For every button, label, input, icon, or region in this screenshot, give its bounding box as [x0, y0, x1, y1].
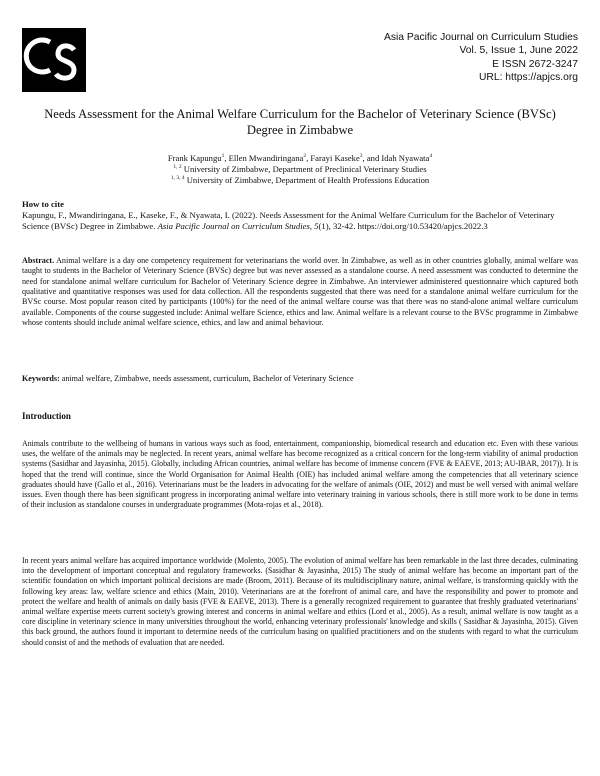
abstract-text: Animal welfare is a day one competency requirement for veterinarians the world over. In Zimbabwe, as well as in other countries globally, animal welfare was taught to students in the Bachelor of Veterinary Science (BVSc) degree but was never assessed as a standalone course. A need assessment was conducted to determine the need for standalone animal welfare curriculum for Bachelor of Veterinary Science degree in Zimbabwe. An interviewer administered questionnaire which captured both qualitative and quantitative responses was used for data collection. All the respondents suggested that there was need for a standalone animal welfare curriculum for the BVSc course. Most popular reason cited by participants (100%) for the need of the animal welfare course was that there was no stand-alone animal welfare curriculum available. Components of the course suggested include: Animal welfare Science, ethics and law. Animal welfare is a relevant course to the BVSc programme in Zimbabwe whose contents should include animal welfare science, ethics, and law and animal behaviour.	[22, 256, 578, 328]
author-names: Frank Kapungu$^1$, Ellen Mwandiringana$^2$, Farayi Kaseke$^3$, and Idah Nyawata$^4$	[167, 153, 433, 163]
author-name: Frank Kapungu	[167, 153, 222, 163]
keywords-label: Keywords:	[22, 374, 60, 383]
author-sup: 3	[359, 153, 363, 160]
author-sup: 4	[429, 153, 433, 160]
abstract-label: Abstract.	[22, 256, 55, 265]
cs-logo-mark	[22, 28, 86, 92]
cite-heading: How to cite	[22, 199, 64, 209]
journal-issue: Vol. 5, Issue 1, June 2022	[459, 45, 578, 57]
journal-eissn: E ISSN 2672-3247	[492, 58, 578, 70]
citation-journal: Asia Pacific Journal on Curriculum Studies, 5	[157, 221, 319, 232]
keywords-text: animal welfare, Zimbabwe, needs assessment, curriculum, Bachelor of Veterinary Science	[59, 374, 354, 383]
citation-text: Kapungu, F., Mwandiringana, E., Kaseke, F., & Nyawata, I. (2022). Needs Assessment for the Animal Welfare Curriculum for the Bachelor of Veterinary Science (BVSc) Degree in Zimbabwe. Asia Pacific Journal on Curriculum Studies, 5(1), 32-42. https://doi.org/10.53420/apjcs.2022.3	[22, 210, 555, 232]
affiliation-2: $^{1, 3, 4}$ University of Zimbabwe, Department of Health Professions Education	[170, 175, 430, 186]
article-title: Needs Assessment for the Animal Welfare Curriculum for the Bachelor of Veterinary Science (BVSc) Degree in Zimbabwe	[44, 107, 556, 137]
author-block	[40, 153, 560, 187]
keywords	[22, 374, 578, 384]
author-name: Farayi Kaseke	[310, 153, 360, 163]
intro-paragraph-1: Animals contribute to the wellbeing of humans in various ways such as food, entertainment, companionship, biomedical research and education etc. Even with these various uses, the welfare of the animals may be neglected. In recent years, animal welfare has become recognized as a critical concern for the long-term viability of animal production systems (Sasidhar and Jayasinha, 2015). Globally, including African countries, animal welfare has become of immense concern (FVE & EAEVE, 2013; AU-IBAR, 2017)). It is hoped that the trend will continue, since the World Organisation for Animal Health (OIE) has included animal welfare among the competencies that all veterinary science graduates should have (Gallo et al., 2016). Veterinarians must be the leaders in advocating for the welfare of animals (OIE, 2012) and must be well versed with animal welfare issues. Even though there has been significant progress in incorporating animal welfare into veterinary training in various schools, there is still more work to be done in terms of their inclusion as standalone courses in undergraduate programmes (Mota-rojas et al., 2018).	[22, 439, 578, 510]
author-name: Ellen Mwandiringana	[228, 153, 304, 163]
author-sup: 2	[303, 153, 307, 160]
journal-name: Asia Pacific Journal on Curriculum Studies	[383, 32, 578, 43]
affiliation-1: $^{1, 2}$ University of Zimbabwe, Department of Preclinical Veterinary Studies	[173, 164, 427, 175]
how-to-cite	[22, 199, 578, 233]
author-sup: 1	[221, 153, 225, 160]
journal-url[interactable]: URL: https://apjcs.org	[478, 72, 578, 84]
abstract	[22, 256, 578, 328]
intro-paragraph-2: In recent years animal welfare has acquired importance worldwide (Molento, 2005). The evolution of animal welfare has been remarkable in the last three decades, culminating into the development of important conceptual and regulatory frameworks. (Sasidhar & Jayasinha, 2015) The study of animal welfare has become an important part of the scientific foundation on which important political decisions are made (Broom, 2011). Because of its multidisciplinary nature, animal welfare, is transforming quickly with the following key areas: law, welfare science and ethics (Main, 2010). Veterinarians are at the forefront of animal care, and have the responsibility and power to promote and protect the welfare and health of animals on daily basis (FVE & EAEVE, 2013). There is a generally recognized requirement to guarantee that freshly graduated veterinarians' animal welfare expertise meets current society's growing interest and concerns in animal welfare and ethics (Lord et al., 2005). As a result, animal welfare is now taught as a core discipline in veterinary science in many universities throughout the world, enhancing veterinary professionals' knowledge and skills ( Sasidhar & Jayasinha, 2015). Given this back ground, the authors found it important to determine needs of the curriculum basing on qualified practitioners and on the students with regard to what the curriculum should consist of and the methods of evaluation that are needed.	[22, 556, 578, 647]
journal-header	[384, 31, 578, 85]
journal-logo	[22, 28, 86, 92]
author-name: Idah Nyawata	[381, 153, 430, 163]
section-heading-introduction: Introduction	[22, 411, 71, 421]
